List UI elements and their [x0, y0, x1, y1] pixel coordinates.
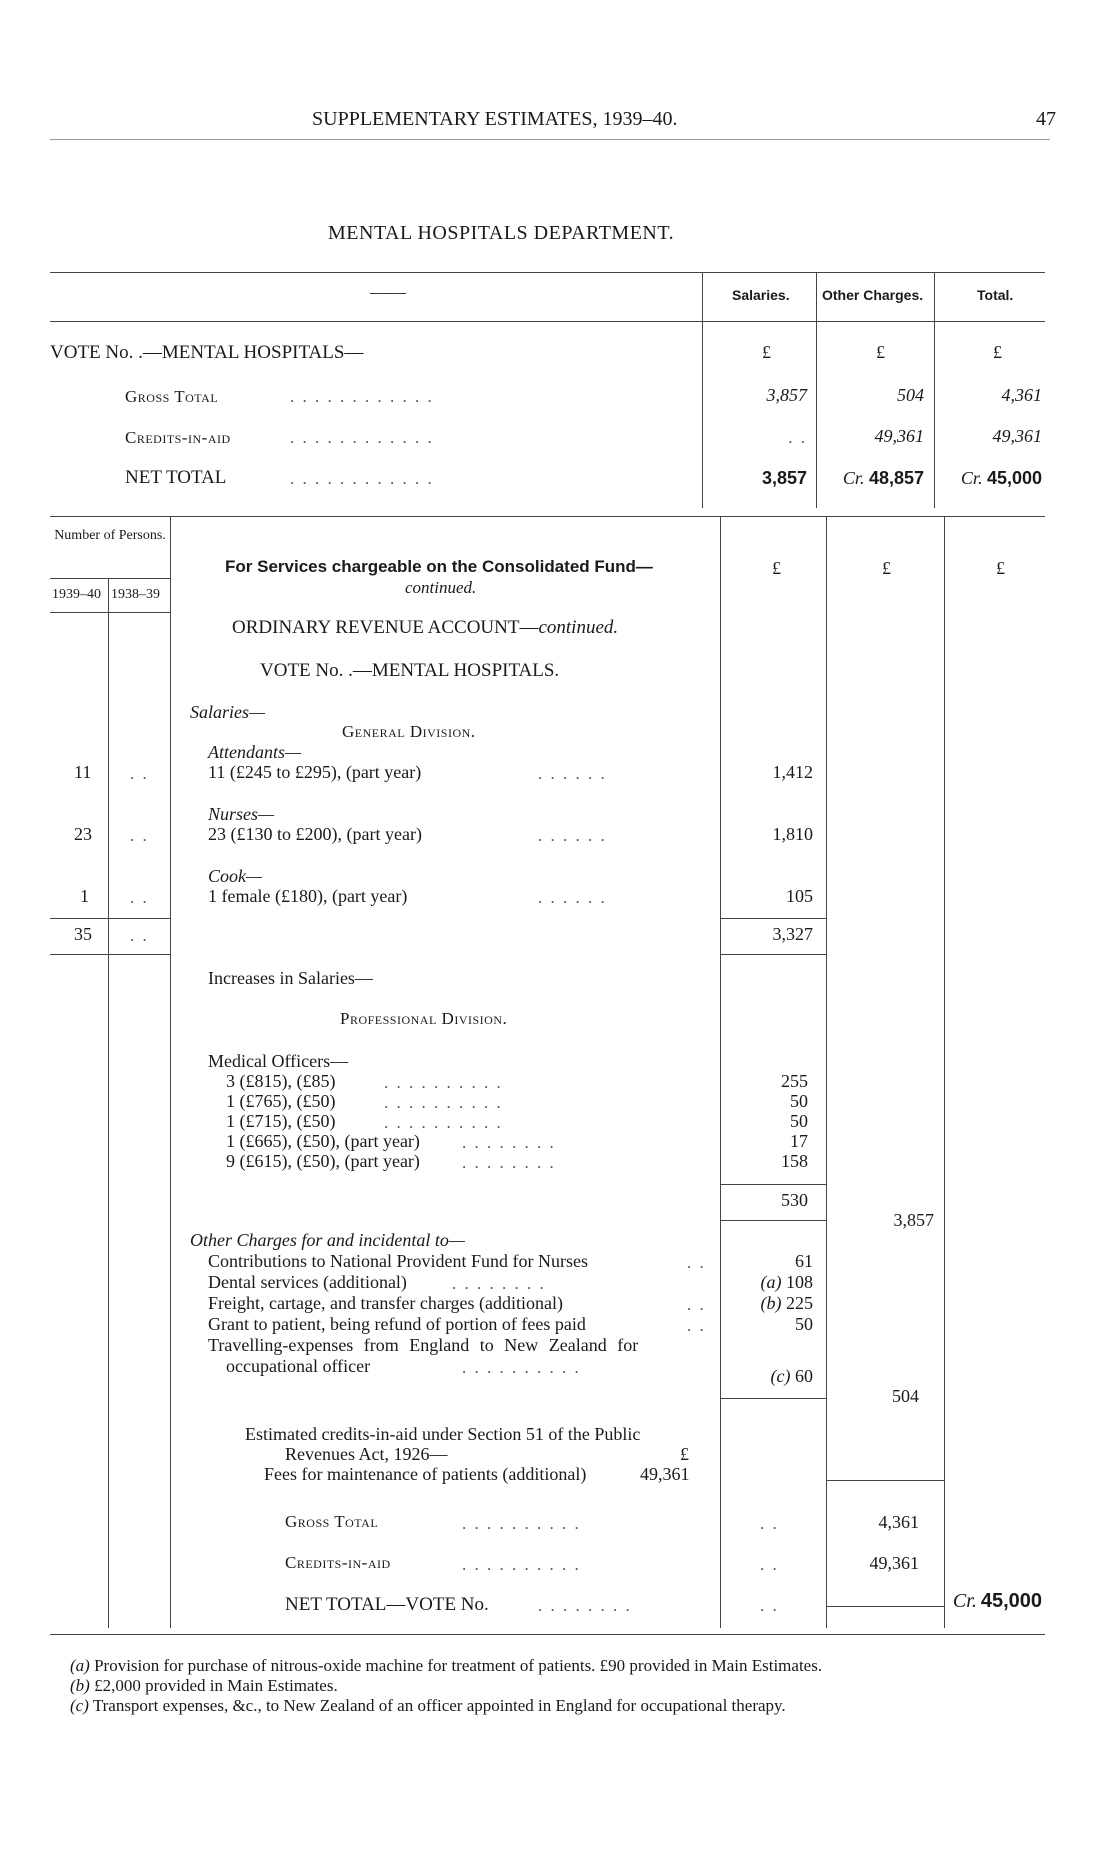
medical-officer-amount: 50: [790, 1091, 808, 1111]
staff-sum-rule: [50, 918, 170, 919]
net-total-value: 45,000: [980, 1590, 1042, 1612]
total-col-header: Total.: [977, 287, 1014, 303]
persons-1938: . .: [130, 764, 149, 783]
summary-total-value: 45,000: [986, 468, 1042, 488]
staff-total-amount: 3,327: [772, 924, 813, 944]
other-charge-desc: Dental services (additional): [208, 1272, 407, 1292]
increases-total: 530: [781, 1190, 808, 1210]
medical-officer-desc: 9 (£615), (£50), (part year): [226, 1151, 420, 1171]
currency-symbol: £: [876, 342, 885, 362]
leader-dots: . . . . . . . . . . . .: [290, 469, 434, 488]
leader-dots: . .: [687, 1295, 706, 1314]
page-number: 47: [1036, 108, 1056, 130]
summary-total-value: 49,361: [992, 426, 1042, 446]
summary-total-cell: [934, 468, 1042, 489]
summary-row-label: Gross Total: [125, 387, 219, 406]
leader-dots: . . . . . . . . . . . .: [290, 428, 434, 447]
credits-amount: 49,361: [640, 1464, 690, 1484]
totals-row-label: Gross Total: [285, 1512, 379, 1531]
number-of-persons-header: Number of Persons.: [54, 528, 166, 543]
footnote-ref: (b): [760, 1293, 782, 1313]
ordinary-revenue-continued: continued.: [538, 617, 619, 638]
staff-total-rule: [50, 954, 170, 955]
totals-other-value: 4,361: [878, 1512, 919, 1532]
footnote-ref: (a): [760, 1272, 782, 1292]
credit-prefix: Cr.: [960, 468, 983, 488]
footnote-mark: (b): [70, 1676, 90, 1695]
totals-salaries-value: . .: [760, 1596, 779, 1615]
other-col-divider: [826, 516, 827, 1628]
other-charge-value: 50: [795, 1314, 813, 1334]
department-title: MENTAL HOSPITALS DEPARTMENT.: [328, 222, 675, 244]
other-charge-desc: Travelling-expenses from England to New Zealand for: [208, 1335, 639, 1355]
footnote: [70, 1676, 338, 1696]
other-charge-amount: [720, 1272, 813, 1293]
leader-dots: . .: [687, 1253, 706, 1272]
other-charge-desc: Contributions to National Provident Fund for Nurses: [208, 1251, 588, 1271]
medical-officers-heading: Medical Officers—: [208, 1051, 349, 1071]
credits-currency: £: [680, 1444, 689, 1464]
summary-salaries-value: . .: [788, 428, 807, 447]
staff-sum-rule: [720, 918, 826, 919]
credits-text-line2: Revenues Act, 1926—: [285, 1444, 448, 1464]
leader-dots: . . . . . . . . . .: [462, 1358, 581, 1377]
medical-officer-desc: 1 (£765), (£50): [226, 1091, 336, 1111]
leader-dots: . . . . . . . . . .: [384, 1093, 503, 1112]
summary-other-value: 48,857: [868, 468, 924, 488]
persons-1939: 11: [74, 762, 92, 782]
year-1938-header: 1938–39: [111, 587, 160, 602]
summary-other-value: 504: [897, 385, 924, 405]
leader-dots: . . . . . . . .: [462, 1153, 556, 1172]
years-bottom-rule: [50, 612, 170, 613]
footnote-text: Transport expenses, &c., to New Zealand of an officer appointed in England for occupational therapy.: [92, 1696, 786, 1715]
credit-prefix: Cr.: [952, 1590, 977, 1612]
staff-total-rule: [720, 954, 826, 955]
persons-1939: 23: [74, 824, 92, 844]
summary-row-label: Credits-in-aid: [125, 428, 231, 447]
services-heading: For Services chargeable on the Consolidated Fund—: [225, 557, 653, 576]
year-col-divider: [108, 578, 109, 1628]
medical-officer-desc: 1 (£715), (£50): [226, 1111, 336, 1131]
footnote-ref: (c): [770, 1366, 791, 1386]
persons-1938: . .: [130, 826, 149, 845]
totals-row-label: NET TOTAL—VOTE No.: [285, 1594, 489, 1615]
salaries-grand-total: 3,857: [893, 1210, 934, 1230]
page-header-title: SUPPLEMENTARY ESTIMATES, 1939–40.: [312, 108, 678, 130]
footnote: [70, 1696, 786, 1716]
other-charge-amount: [720, 1251, 813, 1272]
other-charges-total: 504: [892, 1386, 919, 1406]
leader-dots: . . . . . . . .: [462, 1133, 556, 1152]
totals-other-value: 49,361: [869, 1553, 919, 1573]
footnote-text: £2,000 provided in Main Estimates.: [94, 1676, 338, 1695]
increases-sum-rule: [720, 1184, 826, 1185]
leader-dots: . . . . . . . . . .: [384, 1113, 503, 1132]
staff-amount: 105: [786, 886, 813, 906]
footnote-mark: (c): [70, 1696, 89, 1715]
summary-vote-line: VOTE No. .—MENTAL HOSPITALS—: [50, 342, 364, 363]
other-charge-amount: [720, 1366, 813, 1387]
leader-dots: . . . . . .: [538, 764, 607, 783]
summary-row-label: NET TOTAL: [125, 467, 227, 488]
totals-top-rule: [826, 1480, 944, 1481]
medical-officer-desc: 3 (£815), (£85): [226, 1071, 336, 1091]
year-1939-header: 1939–40: [52, 587, 101, 602]
summary-salaries-value: 3,857: [761, 468, 807, 488]
persons-total-1939: 35: [74, 924, 92, 944]
increases-heading: Increases in Salaries—: [208, 968, 373, 988]
ordinary-revenue-label: ORDINARY REVENUE ACCOUNT—: [232, 617, 539, 638]
currency-symbol: £: [996, 558, 1005, 578]
general-division-heading: General Division.: [342, 722, 476, 741]
medical-officer-amount: 158: [781, 1151, 808, 1171]
leader-dots: . . . . . . . . . . . .: [290, 387, 434, 406]
summary-total-value: 4,361: [1001, 385, 1042, 405]
other-charge-desc: occupational officer: [226, 1356, 371, 1376]
total-col-divider: [944, 516, 945, 1628]
increases-total-rule: [720, 1220, 826, 1221]
credits-text-line3: Fees for maintenance of patients (additional): [264, 1464, 587, 1484]
currency-symbol: £: [772, 558, 781, 578]
medical-officer-amount: 17: [790, 1131, 808, 1151]
leader-dots: . . . . . . . . . .: [462, 1514, 581, 1533]
staff-amount: 1,810: [772, 824, 813, 844]
other-charge-amount: [720, 1293, 813, 1314]
staff-group-label: Cook—: [208, 866, 262, 886]
leader-dots: . . . . . .: [538, 826, 607, 845]
salaries-heading: Salaries—: [190, 702, 266, 722]
header-rule: [50, 139, 1050, 140]
staff-desc: 11 (£245 to £295), (part year): [208, 762, 422, 782]
leader-dots: . . . . . . . . . .: [384, 1073, 503, 1092]
years-header-rule: [50, 578, 170, 579]
net-total-rule: [826, 1606, 944, 1607]
other-charge-desc: Freight, cartage, and transfer charges (additional): [208, 1293, 564, 1313]
other-charge-desc: Grant to patient, being refund of portion of fees paid: [208, 1314, 586, 1334]
other-charge-amount: [720, 1314, 813, 1335]
staff-group-label: Nurses—: [208, 804, 275, 824]
currency-symbol: £: [882, 558, 891, 578]
net-total-cell: [934, 1590, 1042, 1613]
detail-vote-line: VOTE No. .—MENTAL HOSPITALS.: [260, 660, 560, 681]
footnote-text: Provision for purchase of nitrous-oxide machine for treatment of patients. £90 provided in Main Estimates.: [94, 1656, 823, 1675]
leader-dots: . .: [687, 1316, 706, 1335]
professional-division-heading: Professional Division.: [340, 1009, 508, 1028]
services-continued: continued.: [405, 578, 477, 597]
other-charge-value: 61: [795, 1251, 813, 1271]
other-charges-sum-rule: [720, 1398, 826, 1399]
leader-dots: . . . . . .: [538, 888, 607, 907]
footnote: [70, 1656, 822, 1676]
leader-dots: . . . . . . . .: [452, 1274, 546, 1293]
other-charges-col-header: Other Charges.: [822, 287, 924, 303]
other-charge-value: 60: [795, 1366, 813, 1386]
medical-officer-desc: 1 (£665), (£50), (part year): [226, 1131, 420, 1151]
credits-text-line1: Estimated credits-in-aid under Section 51 of the Public: [245, 1424, 641, 1444]
persons-1938: . .: [130, 888, 149, 907]
other-charge-value: 108: [786, 1272, 813, 1292]
currency-symbol: £: [993, 342, 1002, 362]
summary-blank-col-header: ——: [370, 282, 406, 302]
summary-top-rule: [50, 272, 1045, 273]
persons-1939: 1: [80, 886, 89, 906]
summary-salaries-value: 3,857: [766, 385, 807, 405]
persons-total-1938: . .: [130, 926, 149, 945]
staff-amount: 1,412: [772, 762, 813, 782]
persons-col-divider: [170, 516, 171, 1628]
summary-header-rule: [50, 321, 1045, 322]
other-charges-heading: Other Charges for and incidental to—: [190, 1230, 465, 1250]
detail-top-rule: [50, 516, 1045, 517]
ordinary-revenue-heading: [232, 617, 618, 639]
leader-dots: . . . . . . . .: [538, 1596, 632, 1615]
totals-row-label: Credits-in-aid: [285, 1553, 391, 1572]
staff-group-label: Attendants—: [208, 742, 301, 762]
summary-other-cell: [816, 468, 924, 489]
credit-prefix: Cr.: [842, 468, 865, 488]
staff-desc: 1 female (£180), (part year): [208, 886, 408, 906]
leader-dots: . . . . . . . . . .: [462, 1555, 581, 1574]
medical-officer-amount: 50: [790, 1111, 808, 1131]
totals-salaries-value: . .: [760, 1555, 779, 1574]
salaries-col-header: Salaries.: [732, 287, 790, 303]
totals-salaries-value: . .: [760, 1514, 779, 1533]
other-charge-value: 225: [786, 1293, 813, 1313]
footnote-mark: (a): [70, 1656, 90, 1675]
detail-bottom-rule: [50, 1634, 1045, 1635]
summary-other-value: 49,361: [874, 426, 924, 446]
staff-desc: 23 (£130 to £200), (part year): [208, 824, 422, 844]
medical-officer-amount: 255: [781, 1071, 808, 1091]
currency-symbol: £: [762, 342, 771, 362]
